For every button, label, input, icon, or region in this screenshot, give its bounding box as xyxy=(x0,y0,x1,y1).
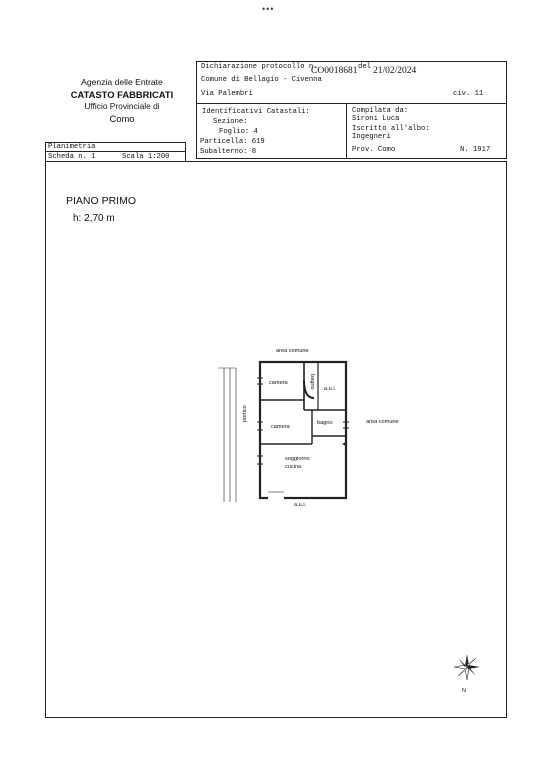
floor-height: h: 2,70 m xyxy=(73,213,115,224)
floor-title: PIANO PRIMO xyxy=(66,195,137,207)
label-cucina: cucina xyxy=(285,464,302,470)
foglio: Foglio: 4 xyxy=(219,128,258,136)
identificativi-title: Identificativi Catastali: xyxy=(202,108,310,116)
provincia: Prov. Como xyxy=(352,146,396,154)
label-portico: portico xyxy=(242,405,248,422)
label-aui-bottom: a.u.i. xyxy=(294,502,307,508)
del-label: del xyxy=(358,63,371,71)
scheda: Scheda n. 1 xyxy=(48,153,96,161)
protocol-number: CO0018681 xyxy=(311,66,358,76)
iscritto-label: Iscritto all'albo: xyxy=(352,125,430,133)
compilata-name: Sironi Luca xyxy=(352,115,400,123)
label-aui-top: a.u.i. xyxy=(324,386,337,392)
label-camera-2: camera xyxy=(271,424,290,430)
label-area-comune-top: area comune xyxy=(276,348,309,354)
window-dots: ••• xyxy=(262,4,275,14)
sezione: Sezione: xyxy=(213,118,248,126)
compilata-title: Compilata da: xyxy=(352,107,409,115)
protocol-date: 21/02/2024 xyxy=(373,66,417,76)
civico: civ. 11 xyxy=(453,90,484,98)
header-divider xyxy=(196,103,507,104)
albo: Ingegneri xyxy=(352,133,391,141)
agency-provincia: Como xyxy=(109,113,135,124)
planimetria-title: Planimetria xyxy=(48,143,96,151)
label-bagno-2: bagno xyxy=(317,420,333,426)
label-bagno-1: bagno xyxy=(309,374,315,390)
agency-catasto: CATASTO FABBRICATI xyxy=(70,89,174,100)
numero-albo: N. 1917 xyxy=(460,146,491,154)
label-area-comune-right: area comune xyxy=(366,419,399,425)
planimetria-divider xyxy=(45,151,186,152)
label-soggiorno: soggiorno xyxy=(285,456,310,462)
particella: Particella: 619 xyxy=(200,138,265,146)
header-vdivider xyxy=(346,103,347,159)
floor-plan xyxy=(200,340,420,515)
subalterno: Subalterno: 8 xyxy=(200,148,257,156)
via: Via Palembri xyxy=(201,90,253,98)
agency-block xyxy=(52,77,192,124)
scala: Scala 1:200 xyxy=(122,153,170,161)
north-arrow-icon xyxy=(452,652,482,694)
comune: Comune di Bellagio - Civenna xyxy=(201,76,322,84)
agency-name: Agenzia delle Entrate xyxy=(81,77,163,87)
dichiarazione-label: Dichiarazione protocollo n. xyxy=(201,63,318,71)
label-camera-1: camera xyxy=(269,380,288,386)
agency-ufficio: Ufficio Provinciale di xyxy=(84,101,160,111)
north-label: N xyxy=(462,688,466,694)
